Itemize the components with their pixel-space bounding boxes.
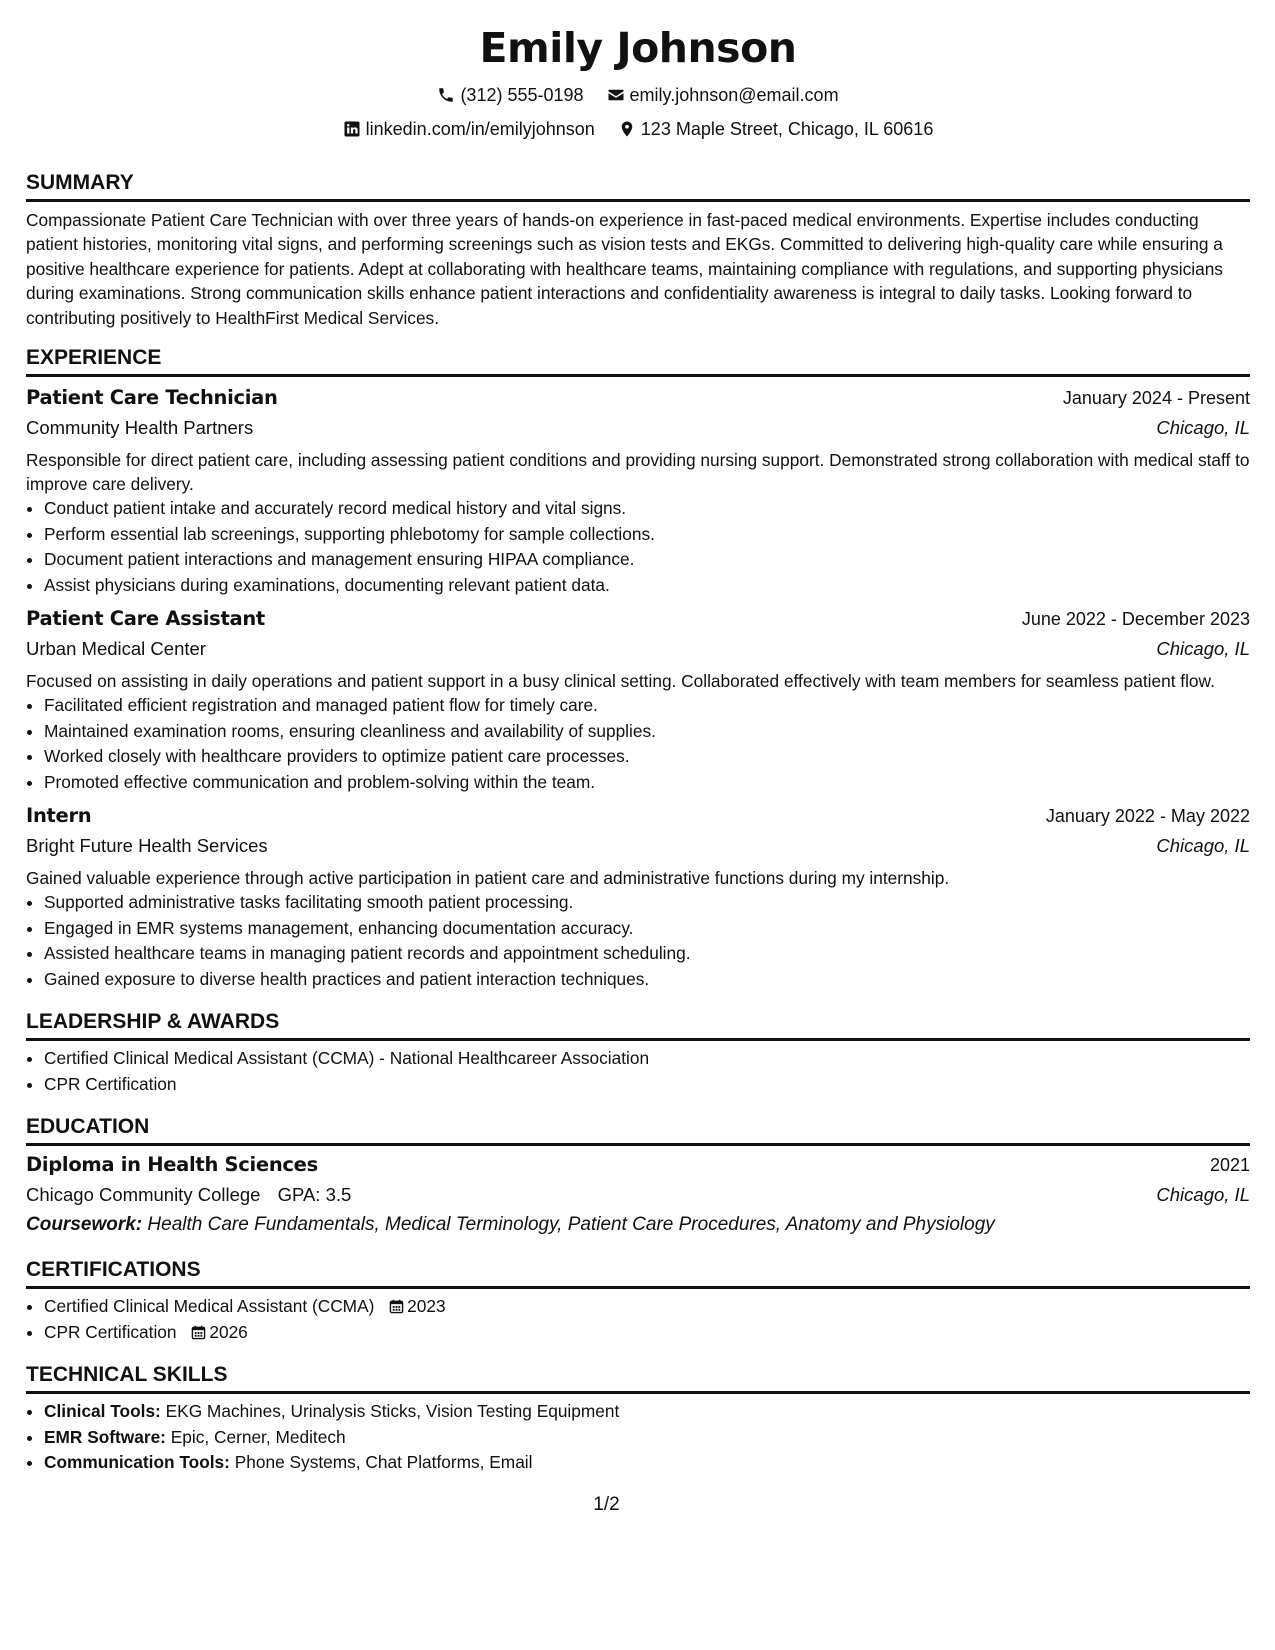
- job-description: Responsible for direct patient care, including assessing patient conditions and providing nursing support. Demonstrated strong collaboration with medical staff to improve care delivery.: [26, 450, 1250, 494]
- job-dates: June 2022 - December 2023: [1021, 609, 1250, 629]
- candidate-name: Emily Johnson: [479, 24, 797, 72]
- job-entry: [26, 604, 1250, 795]
- section-title-skills: TECHNICAL SKILLS: [26, 1361, 1250, 1394]
- certifications-list: [26, 1294, 1250, 1345]
- list-item: [44, 1425, 1250, 1451]
- gpa: GPA: 3.5: [277, 1184, 352, 1205]
- school-name: Chicago Community College: [26, 1184, 261, 1205]
- page-number: 1/2: [593, 1494, 620, 1515]
- list-item: • Conduct patient intake and accurately record medical history and vital signs.: [44, 496, 1250, 522]
- job-company-row: [26, 831, 1250, 861]
- list-item: • Supported administrative tasks facilitating smooth patient processing.: [44, 890, 1250, 916]
- education-school-row: [26, 1180, 1250, 1210]
- job-company: Community Health Partners: [26, 417, 254, 438]
- contact-row-2: [26, 113, 1250, 142]
- skill-label: Communication Tools:: [44, 1452, 230, 1472]
- list-item: • Assisted healthcare teams in managing patient records and appointment scheduling.: [44, 941, 1250, 967]
- linkedin-text: linkedin.com/in/emilyjohnson: [365, 118, 595, 139]
- job-location: Chicago, IL: [1156, 417, 1250, 438]
- job-title: Patient Care Assistant: [26, 607, 265, 630]
- list-item: [44, 1450, 1250, 1476]
- skill-value: EKG Machines, Urinalysis Sticks, Vision Testing Equipment: [165, 1401, 620, 1421]
- job-company: Urban Medical Center: [26, 638, 206, 659]
- job-dates: January 2022 - May 2022: [1045, 806, 1250, 826]
- skill-label: EMR Software:: [44, 1426, 166, 1447]
- list-item: • Perform essential lab screenings, supporting phlebotomy for sample collections.: [44, 522, 1250, 548]
- contact-address: [618, 115, 934, 143]
- section-title-education: EDUCATION: [26, 1113, 1250, 1146]
- list-item: [44, 1294, 1250, 1320]
- map-pin-icon: [618, 120, 636, 138]
- coursework-label: Coursework:: [26, 1214, 143, 1235]
- leadership-section: [26, 1008, 1250, 1097]
- job-bullets: [26, 693, 1250, 795]
- section-title-summary: SUMMARY: [26, 169, 1250, 202]
- certification-name: CPR Certification: [44, 1321, 177, 1342]
- summary-text: Compassionate Patient Care Technician with over three years of hands-on experience in fast-paced medical environments. Expertise includes conducting patient histories, monitoring vital signs, and performing screenings such as vision tests and EKGs. Committed to delivering high-quality care while ensuring a positive healthcare experience for patients. Adept at collaborating with healthcare teams, maintaining compliance with regulations, and supporting physicians during examinations. Strong communication skills enhance patient interactions and confidentiality awareness is integral to daily tasks. Looking forward to contributing positively to HealthFirst Medical Services.: [26, 209, 1223, 328]
- resume-header: [26, 20, 1250, 143]
- job-header-row: [26, 801, 1250, 831]
- section-title-experience: EXPERIENCE: [26, 344, 1250, 377]
- address-text: 123 Maple Street, Chicago, IL 60616: [640, 118, 934, 139]
- certification-year: 2026: [209, 1321, 248, 1342]
- leadership-list: [26, 1046, 1250, 1097]
- list-item: • Promoted effective communication and problem-solving within the team.: [44, 770, 1250, 796]
- list-item: • Maintained examination rooms, ensuring cleanliness and availability of supplies.: [44, 719, 1250, 745]
- resume-page: [26, 20, 1250, 1476]
- job-description: Gained valuable experience through active participation in patient care and administrative functions during my internship.: [26, 868, 950, 888]
- skills-list: [26, 1399, 1250, 1476]
- list-item: • Worked closely with healthcare providers to optimize patient care processes.: [44, 744, 1250, 770]
- list-item: • Facilitated efficient registration and managed patient flow for timely care.: [44, 693, 1250, 719]
- list-item: • Engaged in EMR systems management, enhancing documentation accuracy.: [44, 916, 1250, 942]
- degree-title: Diploma in Health Sciences: [26, 1153, 318, 1176]
- section-title-certifications: CERTIFICATIONS: [26, 1256, 1250, 1289]
- job-company: Bright Future Health Services: [26, 835, 268, 856]
- job-bullets: [26, 496, 1250, 598]
- coursework-list: Health Care Fundamentals, Medical Terminology, Patient Care Procedures, Anatomy and Physiology: [147, 1214, 995, 1235]
- list-item: • CPR Certification: [44, 1072, 1250, 1098]
- education-section: [26, 1113, 1250, 1240]
- education-header-row: [26, 1150, 1250, 1180]
- phone-icon: [437, 86, 455, 104]
- education-year: 2021: [1209, 1155, 1250, 1175]
- job-description: Focused on assisting in daily operations and patient support in a busy clinical setting. Collaborated effectively with team members for seamless patient flow.: [26, 671, 1215, 691]
- job-header-row: [26, 383, 1250, 413]
- job-company-row: [26, 413, 1250, 443]
- job-bullets: [26, 890, 1250, 992]
- job-title: Patient Care Technician: [26, 386, 278, 409]
- job-company-row: [26, 634, 1250, 664]
- job-location: Chicago, IL: [1156, 638, 1250, 659]
- list-item: [44, 1320, 1250, 1346]
- contact-linkedin[interactable]: [343, 115, 595, 143]
- list-item: • Document patient interactions and management ensuring HIPAA compliance.: [44, 547, 1250, 573]
- contact-row-1: [26, 80, 1250, 109]
- skills-section: [26, 1361, 1250, 1476]
- section-title-leadership: LEADERSHIP & AWARDS: [26, 1008, 1250, 1041]
- phone-text: (312) 555-0198: [460, 85, 584, 106]
- summary-section: [26, 169, 1250, 331]
- school-line: [26, 1180, 351, 1210]
- skill-value: Phone Systems, Chat Platforms, Email: [234, 1452, 533, 1472]
- linkedin-icon: [343, 120, 361, 138]
- job-location: Chicago, IL: [1156, 835, 1250, 856]
- email-text: emily.johnson@email.com: [629, 85, 839, 106]
- job-entry: [26, 383, 1250, 598]
- job-title: Intern: [26, 804, 92, 827]
- job-header-row: [26, 604, 1250, 634]
- list-item: • Gained exposure to diverse health practices and patient interaction techniques.: [44, 967, 1250, 993]
- experience-section: [26, 344, 1250, 992]
- list-item: • Assist physicians during examinations, documenting relevant patient data.: [44, 573, 1250, 599]
- list-item: • Certified Clinical Medical Assistant (CCMA) - National Healthcareer Association: [44, 1046, 1250, 1072]
- skill-label: Clinical Tools:: [44, 1401, 161, 1421]
- coursework: [26, 1210, 1250, 1240]
- contact-phone[interactable]: [437, 81, 583, 109]
- education-location: Chicago, IL: [1156, 1184, 1250, 1205]
- list-item: [44, 1399, 1250, 1425]
- certifications-section: [26, 1256, 1250, 1345]
- calendar-icon: [191, 1325, 206, 1340]
- job-entry: [26, 801, 1250, 992]
- certification-year: 2023: [407, 1296, 446, 1316]
- skill-value: Epic, Cerner, Meditech: [170, 1426, 346, 1447]
- contact-email[interactable]: [607, 81, 839, 109]
- certification-name: Certified Clinical Medical Assistant (CCMA): [44, 1296, 375, 1316]
- envelope-icon: [607, 86, 625, 104]
- calendar-icon: [389, 1299, 404, 1314]
- job-dates: January 2024 - Present: [1062, 388, 1250, 408]
